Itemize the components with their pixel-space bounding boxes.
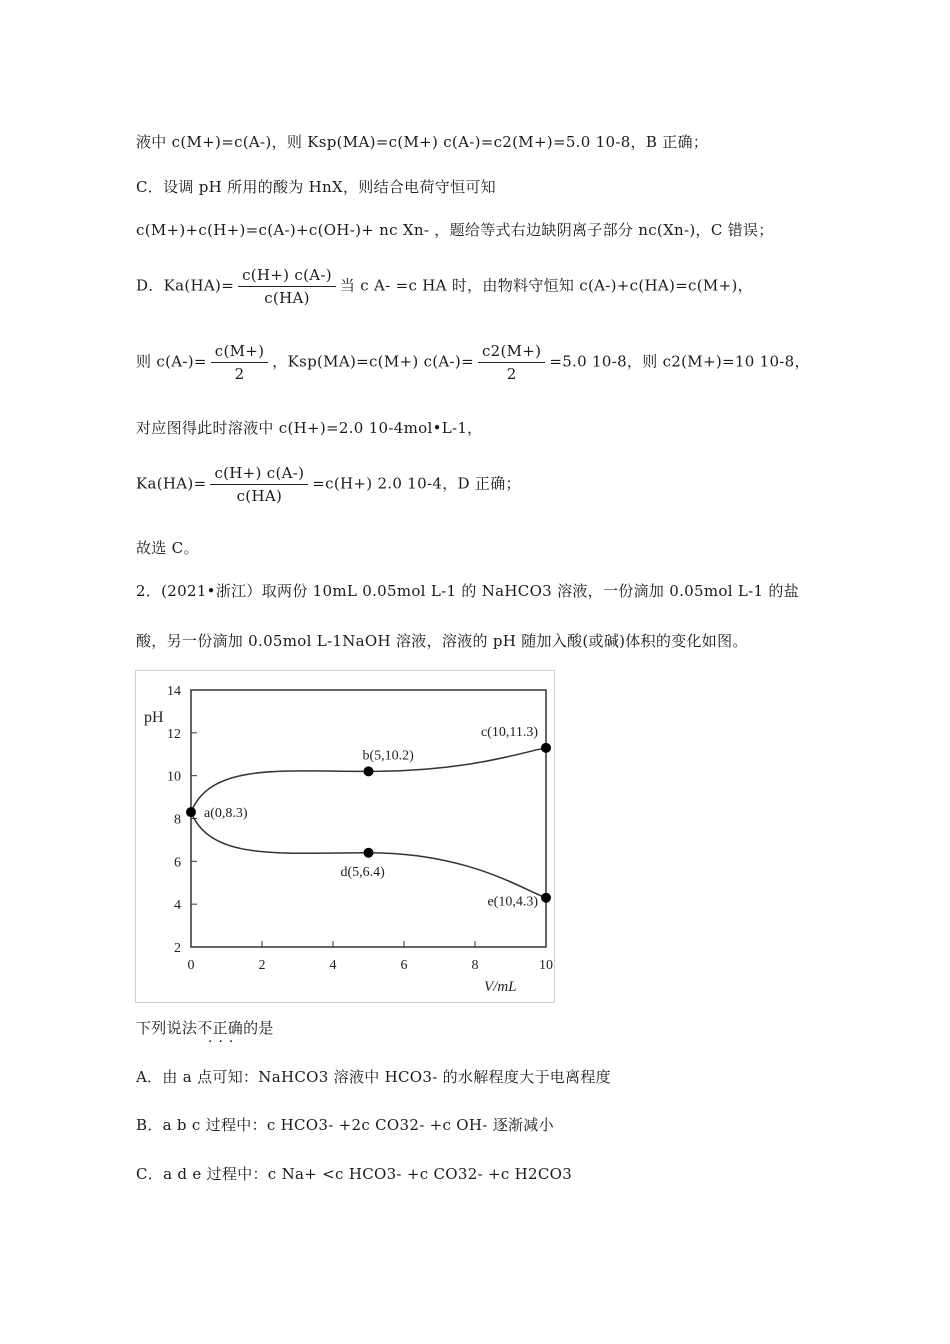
option-c: C．a d e 过程中：c Na+ <c HCO3- +c CO32- +c H2CO3 (136, 1165, 573, 1183)
fraction-numerator: c2(M+) (478, 342, 545, 363)
fraction-denominator: c(HA) (264, 289, 310, 307)
text-line-3: c(M+)+c(H+)=c(A-)+c(OH-)+ nc Xn- ，题给等式右边缺阴离子部分 nc(Xn-)，C 错误； (136, 221, 774, 239)
point-label: b(5,10.2) (362, 748, 414, 764)
data-point (541, 893, 551, 903)
ca-label: 则 c(A-)= (136, 352, 207, 371)
emphasis-dots: ··· (208, 1034, 240, 1050)
y-tick-label: 2 (174, 941, 181, 956)
ph-titration-chart (135, 670, 555, 1003)
y-tick-label: 12 (167, 726, 181, 742)
x-tick-label: 6 (400, 958, 408, 973)
text-line-7 (136, 464, 521, 505)
fraction-c2m (478, 342, 545, 383)
text-line-5 (136, 342, 810, 383)
fraction-numerator: c(M+) (211, 342, 269, 363)
fraction-ka-2 (210, 464, 308, 505)
x-tick-label: 2 (258, 958, 266, 973)
text-line-6: 对应图得此时溶液中 c(H+)=2.0 10-4mol•L-1， (136, 419, 483, 437)
x-axis-label: V/mL (484, 979, 517, 995)
question-prompt: 下列说法不正确的是 (136, 1019, 274, 1037)
x-tick-label: 0 (187, 958, 195, 973)
condition-text: 当 c A- =c HA 时，由物料守恒知 c(A-)+c(HA)=c(M+)， (339, 276, 753, 295)
y-tick-label: 8 (174, 812, 181, 828)
x-tick-label: 4 (329, 958, 337, 973)
option-b: B．a b c 过程中：c HCO3- +2c CO32- +c OH- 逐渐减小 (136, 1116, 554, 1134)
point-label: a(0,8.3) (204, 806, 248, 822)
text-line-1: 液中 c(M+)=c(A-)，则 Ksp(MA)=c(M+) c(A-)=c2(M+)=5.0 10-8，B 正确； (136, 133, 709, 151)
x-tick-label: 8 (471, 958, 479, 973)
ka-label: D．Ka(HA)= (136, 276, 235, 295)
ksp-text: ，Ksp(MA)=c(M+) c(A-)= (272, 352, 474, 371)
question-2-line-2: 酸，另一份滴加 0.05mol L-1NaOH 溶液，溶液的 pH 随加入酸(或碱)体积的变化如图。 (136, 632, 748, 650)
fraction-denominator: 2 (234, 365, 245, 383)
data-point (364, 848, 374, 858)
text-line-8: 故选 C。 (136, 539, 199, 557)
x-tick-label: 10 (539, 958, 553, 973)
y-tick-label: 6 (174, 855, 181, 871)
point-label: c(10,11.3) (480, 724, 538, 740)
result-text: =5.0 10-8，则 c2(M+)=10 10-8， (549, 352, 810, 371)
y-tick-label: 4 (174, 898, 181, 914)
data-point (541, 743, 551, 753)
fraction-numerator: c(H+) c(A-) (210, 464, 308, 485)
question-2-line-1: 2．(2021•浙江）取两份 10mL 0.05mol L-1 的 NaHCO3 溶液，一份滴加 0.05mol L-1 的盐 (136, 582, 800, 600)
data-point (364, 766, 374, 776)
result-text: =c(H+) 2.0 10-4，D 正确； (312, 474, 521, 493)
fraction-numerator: c(H+) c(A-) (238, 266, 336, 287)
data-point (186, 807, 196, 817)
fraction-cm (211, 342, 269, 383)
chart-svg (136, 671, 554, 1002)
y-tick-label: 10 (167, 769, 181, 785)
fraction-denominator: 2 (506, 365, 517, 383)
text-line-2: C．设调 pH 所用的酸为 HnX，则结合电荷守恒可知 (136, 178, 496, 196)
option-a: A．由 a 点可知：NaHCO3 溶液中 HCO3- 的水解程度大于电离程度 (136, 1068, 611, 1086)
point-label: d(5,6.4) (340, 864, 385, 880)
fraction-ka (238, 266, 336, 307)
text-line-4 (136, 266, 753, 307)
y-tick-label: 14 (167, 684, 181, 699)
point-label: e(10,4.3) (487, 894, 538, 910)
y-axis-label: pH (144, 709, 164, 726)
fraction-denominator: c(HA) (236, 487, 283, 505)
ka-label: Ka(HA)= (136, 474, 207, 493)
